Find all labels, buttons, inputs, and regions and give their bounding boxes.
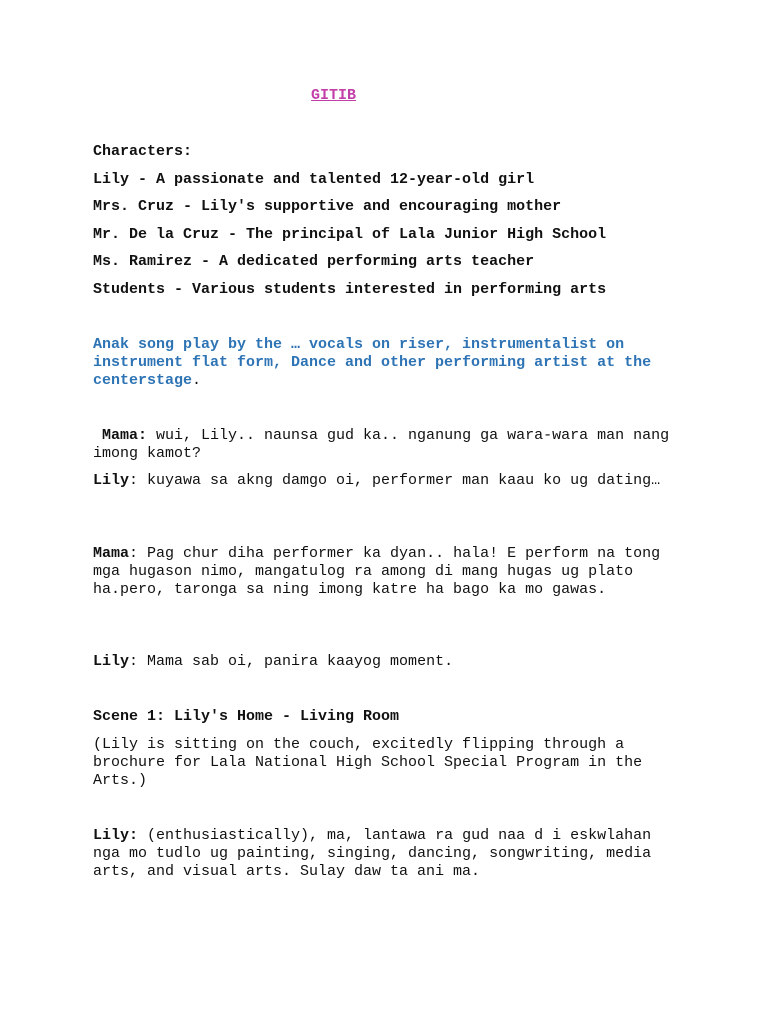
characters-heading: Characters: [93, 143, 193, 160]
dialogue-text: : Pag chur diha performer ka dyan.. hala! E perform na tong mga hugason nimo, mangatulog ra among di mang hugas ug plato ha.pero, taronga sa ning imong katre ha bago ka mo gawas. [93, 545, 661, 598]
stage-note-text: Anak song play by the … vocals on riser, instrumentalist on instrument flat form, Dance and other performing artist at the centerstage [93, 336, 652, 389]
character-lily: Lily - A passionate and talented 12-year-old girl [93, 171, 535, 188]
character-principal: Mr. De la Cruz - The principal of Lala Junior High School [93, 226, 607, 243]
document-title: GITIB [311, 87, 357, 104]
dialogue-text: wui, Lily.. naunsa gud ka.. nganung ga wara-wara man nang imong kamot? [93, 427, 670, 462]
speaker-name: Lily [93, 472, 130, 489]
dialogue-line [93, 545, 683, 599]
character-teacher: Ms. Ramirez - A dedicated performing arts teacher [93, 253, 535, 270]
scene-heading: Scene 1: Lily's Home - Living Room [93, 708, 400, 725]
stage-note [93, 336, 683, 390]
dialogue-line [93, 827, 683, 881]
dialogue-text: : Mama sab oi, panira kaayog moment. [129, 653, 454, 670]
character-mrs-cruz: Mrs. Cruz - Lily's supportive and encouraging mother [93, 198, 562, 215]
speaker-name: Mama [93, 545, 130, 562]
dialogue-line [93, 472, 683, 490]
dialogue-line [93, 427, 683, 463]
dialogue-text: : kuyawa sa akng damgo oi, performer man kaau ko ug dating… [129, 472, 661, 489]
stage-note-end: . [192, 372, 202, 389]
speaker-name: Lily: [93, 827, 139, 844]
dialogue-text: (enthusiastically), ma, lantawa ra gud naa d i eskwlahan nga mo tudlo ug painting, singing, dancing, songwriting, media arts, and visual arts. Sulay daw ta ani ma. [93, 827, 652, 880]
speaker-name: Lily [93, 653, 130, 670]
character-students: Students - Various students interested in performing arts [93, 281, 607, 298]
dialogue-line [93, 653, 683, 671]
speaker-name: Mama: [102, 427, 148, 444]
stage-direction: (Lily is sitting on the couch, excitedly flipping through a brochure for Lala National High School Special Program in the Arts.) [93, 736, 643, 789]
